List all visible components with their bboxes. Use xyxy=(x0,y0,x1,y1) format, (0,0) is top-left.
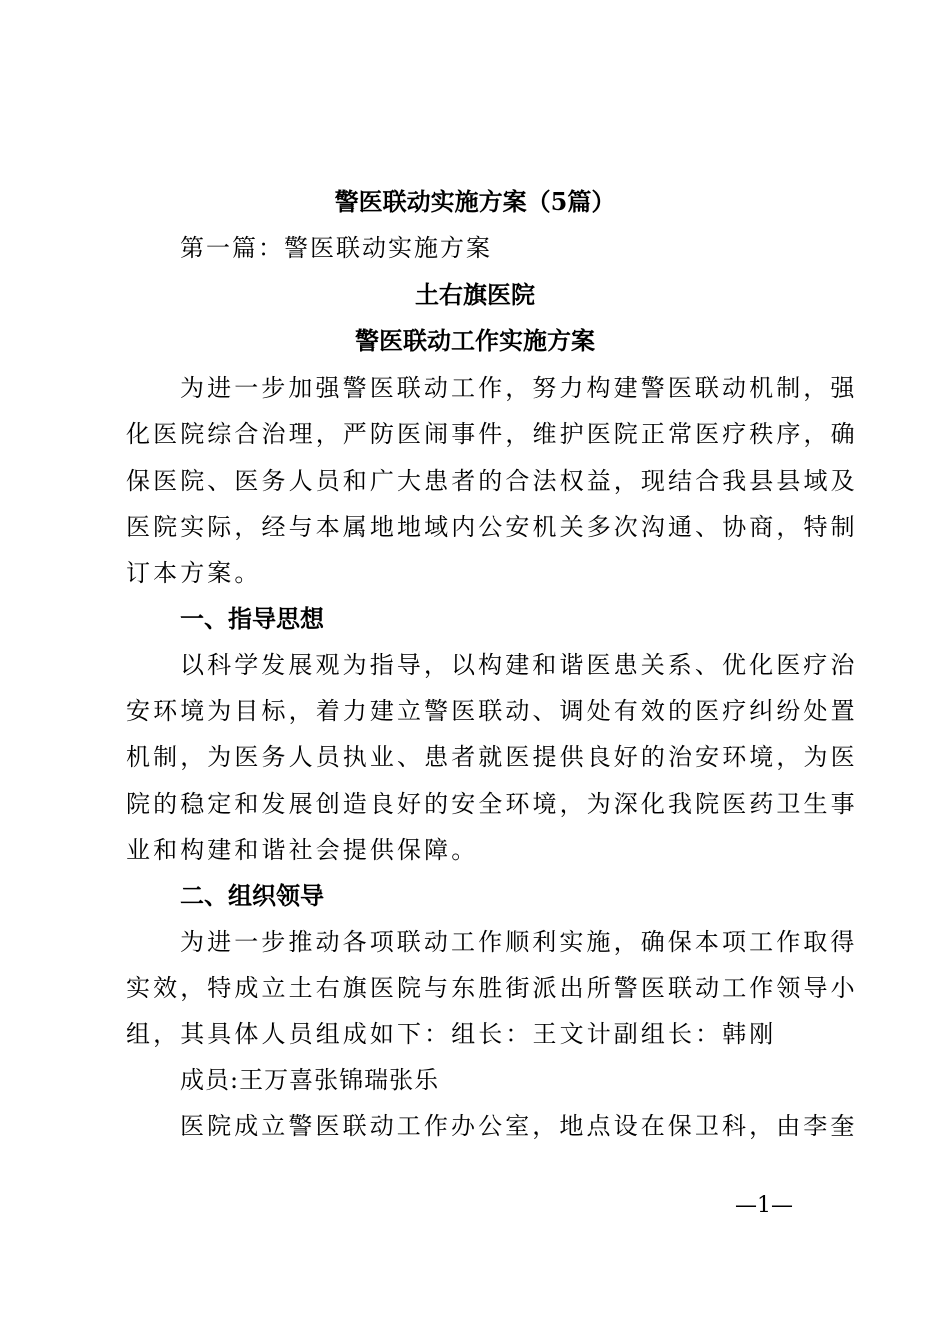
page-number: —1— xyxy=(735,1193,793,1218)
intro-line: 订本方案。 xyxy=(126,559,262,587)
intro-line: 保医院、医务人员和广大患者的合法权益，现结合我县县域及 xyxy=(126,467,858,495)
section-2-line: 组，其具体人员组成如下：组长：王文计副组长：韩刚 xyxy=(126,1020,777,1048)
section-2-line: 为进一步推动各项联动工作顺利实施，确保本项工作取得 xyxy=(180,928,858,956)
office-line: 医院成立警医联动工作办公室，地点设在保卫科，由李奎 xyxy=(180,1112,858,1140)
intro-line: 医院实际，经与本属地地域内公安机关多次沟通、协商，特制 xyxy=(126,513,858,541)
intro-line: 化医院综合治理，严防医闹事件，维护医院正常医疗秩序，确 xyxy=(126,420,858,448)
section-1-line: 院的稳定和发展创造良好的安全环境，为深化我院医药卫生事 xyxy=(126,790,858,818)
main-title: 警医联动实施方案（5篇） xyxy=(334,187,616,216)
section-1-line: 以科学发展观为指导，以构建和谐医患关系、优化医疗治 xyxy=(180,651,858,679)
section-1-line: 安环境为目标，着力建立警医联动、调处有效的医疗纠纷处置 xyxy=(126,697,858,725)
section-2-line: 实效，特成立土右旗医院与东胜街派出所警医联动工作领导小 xyxy=(126,974,858,1002)
intro-line: 为进一步加强警医联动工作，努力构建警医联动机制，强 xyxy=(180,374,858,402)
section-1-line: 业和构建和谐社会提供保障。 xyxy=(126,836,479,864)
heading-organization: 二、组织领导 xyxy=(180,882,324,910)
section-label: 第一篇：警医联动实施方案 xyxy=(180,234,492,262)
org-title: 土右旗医院 xyxy=(415,280,535,309)
members-line: 成员:王万喜张锦瑞张乐 xyxy=(180,1066,440,1094)
section-1-line: 机制，为医务人员执业、患者就医提供良好的治安环境，为医 xyxy=(126,743,858,771)
heading-guiding-thought: 一、指导思想 xyxy=(180,605,324,633)
plan-title: 警医联动工作实施方案 xyxy=(355,326,595,355)
